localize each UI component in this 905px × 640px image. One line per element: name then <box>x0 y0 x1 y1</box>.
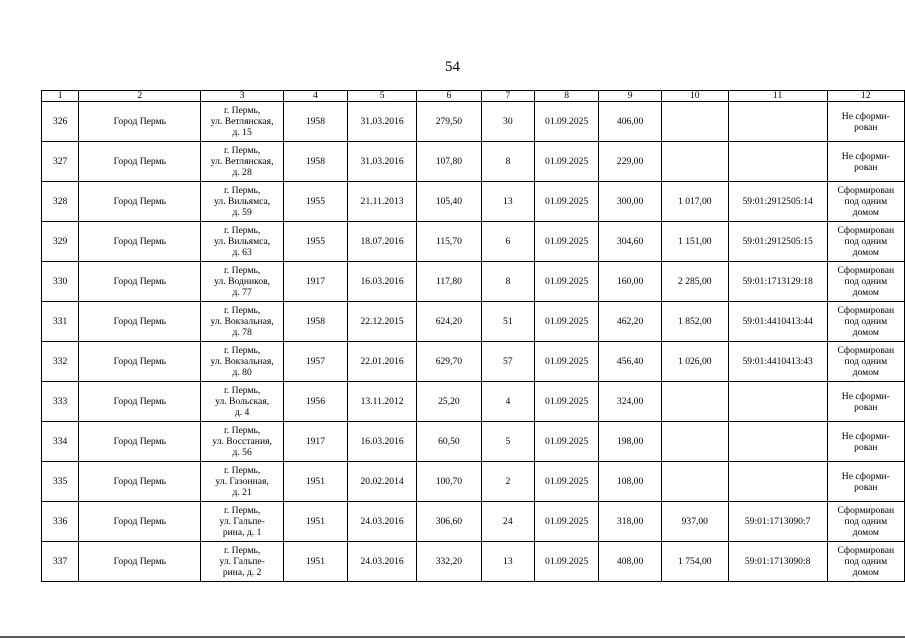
address-cell-line: д. 78 <box>232 327 252 338</box>
land-area-cell <box>661 142 728 182</box>
land-status-cell <box>827 502 904 542</box>
land-status-cell-line: домом <box>852 207 879 218</box>
municipality-cell: Город Пермь <box>79 262 201 302</box>
land-status-cell-line: Не сформи- <box>841 470 890 482</box>
table-row <box>42 542 905 582</box>
land-area-cell: 1 026,00 <box>661 342 728 382</box>
recognition-date-cell: 18.07.2016 <box>348 222 417 262</box>
address-cell <box>201 542 283 582</box>
cost-cell: 406,00 <box>599 102 662 142</box>
municipality-cell: Город Пермь <box>79 222 201 262</box>
municipality-cell: Город Пермь <box>79 342 201 382</box>
land-status-cell-line: рован <box>854 441 878 453</box>
row-number-cell: 336 <box>42 502 79 542</box>
land-status-cell-line: под одним <box>844 236 888 247</box>
recognition-date-cell: 22.12.2015 <box>348 302 417 342</box>
address-cell-line: д. 21 <box>232 487 252 498</box>
table-row <box>42 422 905 462</box>
row-number-cell: 333 <box>42 382 79 422</box>
land-status-cell-line: домом <box>852 247 879 258</box>
cadastral-number-cell: 59:01:4410413:43 <box>728 342 827 382</box>
cadastral-number-cell <box>728 382 827 422</box>
land-status-cell-line: под одним <box>844 556 888 567</box>
residents-cell: 24 <box>481 502 534 542</box>
column-header: 3 <box>201 91 283 102</box>
area-cell: 332,20 <box>417 542 482 582</box>
table-row <box>42 382 905 422</box>
build-year-cell: 1958 <box>283 102 347 142</box>
address-cell-line: д. 59 <box>232 207 252 218</box>
land-status-cell-line: Сформирован <box>837 305 895 316</box>
municipality-cell: Город Пермь <box>79 462 201 502</box>
recognition-date-cell: 24.03.2016 <box>348 502 417 542</box>
address-cell-line: г. Пермь, <box>223 185 261 196</box>
address-cell-line: д. 15 <box>232 127 252 138</box>
relocation-deadline-cell: 01.09.2025 <box>535 102 599 142</box>
land-status-cell <box>827 462 904 502</box>
municipality-cell: Город Пермь <box>79 142 201 182</box>
land-status-cell <box>827 262 904 302</box>
land-status-cell-line: под одним <box>844 276 888 287</box>
build-year-cell: 1917 <box>283 422 347 462</box>
cadastral-number-cell: 59:01:4410413:44 <box>728 302 827 342</box>
address-cell-line: ул. Вильямса, <box>214 236 271 247</box>
land-status-cell-line: под одним <box>844 516 888 527</box>
address-cell <box>201 382 283 422</box>
land-status-cell-line: домом <box>852 367 879 378</box>
land-status-cell-line: домом <box>852 287 879 298</box>
land-status-cell <box>827 302 904 342</box>
municipality-cell: Город Пермь <box>79 102 201 142</box>
address-cell-line: ул. Вокзальная, <box>210 356 274 367</box>
land-area-cell <box>661 462 728 502</box>
relocation-deadline-cell: 01.09.2025 <box>535 542 599 582</box>
relocation-deadline-cell: 01.09.2025 <box>535 302 599 342</box>
build-year-cell: 1955 <box>283 182 347 222</box>
address-cell-line: г. Пермь, <box>223 425 261 436</box>
address-cell-line: г. Пермь, <box>223 105 261 116</box>
cost-cell: 108,00 <box>599 462 662 502</box>
land-area-cell: 1 852,00 <box>661 302 728 342</box>
address-cell-line: г. Пермь, <box>223 345 261 356</box>
area-cell: 115,70 <box>417 222 482 262</box>
residents-cell: 6 <box>481 222 534 262</box>
residents-cell: 5 <box>481 422 534 462</box>
address-cell <box>201 142 283 182</box>
build-year-cell: 1955 <box>283 222 347 262</box>
land-status-cell-line: под одним <box>844 356 888 367</box>
address-cell <box>201 102 283 142</box>
column-header: 4 <box>283 91 347 102</box>
table-row <box>42 502 905 542</box>
cost-cell: 456,40 <box>599 342 662 382</box>
recognition-date-cell: 31.03.2016 <box>348 142 417 182</box>
address-cell-line: ул. Вольская, <box>215 396 270 407</box>
cost-cell: 318,00 <box>599 502 662 542</box>
land-status-cell <box>827 182 904 222</box>
relocation-deadline-cell: 01.09.2025 <box>535 382 599 422</box>
address-cell-line: рина, д. 2 <box>222 567 262 578</box>
relocation-deadline-cell: 01.09.2025 <box>535 342 599 382</box>
recognition-date-cell: 24.03.2016 <box>348 542 417 582</box>
address-cell-line: д. 77 <box>232 287 252 298</box>
row-number-cell: 330 <box>42 262 79 302</box>
address-cell <box>201 422 283 462</box>
land-status-cell-line: Сформирован <box>837 545 895 556</box>
build-year-cell: 1951 <box>283 502 347 542</box>
column-header: 5 <box>348 91 417 102</box>
build-year-cell: 1958 <box>283 142 347 182</box>
municipality-cell: Город Пермь <box>79 382 201 422</box>
cost-cell: 324,00 <box>599 382 662 422</box>
address-cell-line: г. Пермь, <box>223 385 261 396</box>
cadastral-number-cell <box>728 422 827 462</box>
land-status-cell-line: Не сформи- <box>841 150 890 162</box>
address-cell <box>201 182 283 222</box>
address-cell <box>201 302 283 342</box>
land-status-cell <box>827 542 904 582</box>
recognition-date-cell: 13.11.2012 <box>348 382 417 422</box>
address-cell <box>201 262 283 302</box>
municipality-cell: Город Пермь <box>79 422 201 462</box>
address-cell-line: ул. Гальпе- <box>219 516 265 527</box>
table-row <box>42 342 905 382</box>
row-number-cell: 337 <box>42 542 79 582</box>
land-status-cell-line: Сформирован <box>837 185 895 196</box>
land-area-cell: 937,00 <box>661 502 728 542</box>
table-body <box>42 102 905 582</box>
recognition-date-cell: 16.03.2016 <box>348 262 417 302</box>
municipality-cell: Город Пермь <box>79 502 201 542</box>
row-number-cell: 332 <box>42 342 79 382</box>
column-header: 12 <box>827 91 904 102</box>
residents-cell: 13 <box>481 182 534 222</box>
area-cell: 629,70 <box>417 342 482 382</box>
land-status-cell <box>827 102 904 142</box>
land-area-cell <box>661 422 728 462</box>
area-cell: 117,80 <box>417 262 482 302</box>
area-cell: 25,20 <box>417 382 482 422</box>
address-cell-line: рина, д. 1 <box>222 527 262 538</box>
address-cell <box>201 462 283 502</box>
land-status-cell-line: домом <box>852 327 879 338</box>
land-area-cell <box>661 102 728 142</box>
address-cell-line: г. Пермь, <box>223 465 261 476</box>
relocation-deadline-cell: 01.09.2025 <box>535 262 599 302</box>
area-cell: 306,60 <box>417 502 482 542</box>
cost-cell: 462,20 <box>599 302 662 342</box>
cadastral-number-cell: 59:01:2912505:15 <box>728 222 827 262</box>
build-year-cell: 1957 <box>283 342 347 382</box>
land-area-cell: 1 017,00 <box>661 182 728 222</box>
row-number-cell: 331 <box>42 302 79 342</box>
address-cell-line: г. Пермь, <box>223 145 261 156</box>
address-cell-line: г. Пермь, <box>223 305 261 316</box>
land-status-cell <box>827 142 904 182</box>
build-year-cell: 1951 <box>283 462 347 502</box>
address-cell-line: г. Пермь, <box>223 545 261 556</box>
cost-cell: 408,00 <box>599 542 662 582</box>
relocation-deadline-cell: 01.09.2025 <box>535 182 599 222</box>
land-status-cell-line: Сформирован <box>837 225 895 236</box>
land-status-cell-line: Сформирован <box>837 505 895 516</box>
table-row <box>42 142 905 182</box>
column-header: 8 <box>535 91 599 102</box>
land-area-cell <box>661 382 728 422</box>
land-area-cell: 2 285,00 <box>661 262 728 302</box>
relocation-deadline-cell: 01.09.2025 <box>535 422 599 462</box>
cost-cell: 300,00 <box>599 182 662 222</box>
land-status-cell-line: под одним <box>844 196 888 207</box>
address-cell-line: г. Пермь, <box>223 265 261 276</box>
land-status-cell <box>827 382 904 422</box>
area-cell: 624,20 <box>417 302 482 342</box>
column-header: 6 <box>417 91 482 102</box>
land-status-cell <box>827 222 904 262</box>
area-cell: 60,50 <box>417 422 482 462</box>
recognition-date-cell: 16.03.2016 <box>348 422 417 462</box>
row-number-cell: 328 <box>42 182 79 222</box>
column-header: 9 <box>599 91 662 102</box>
table-row <box>42 302 905 342</box>
table-row <box>42 182 905 222</box>
row-number-cell: 329 <box>42 222 79 262</box>
build-year-cell: 1951 <box>283 542 347 582</box>
address-cell-line: ул. Водников, <box>214 276 271 287</box>
land-status-cell-line: Сформирован <box>837 345 895 356</box>
cost-cell: 160,00 <box>599 262 662 302</box>
table-row <box>42 222 905 262</box>
column-header: 2 <box>79 91 201 102</box>
area-cell: 279,50 <box>417 102 482 142</box>
land-status-cell <box>827 342 904 382</box>
table-row <box>42 262 905 302</box>
row-number-cell: 335 <box>42 462 79 502</box>
address-cell-line: д. 28 <box>232 167 252 178</box>
build-year-cell: 1958 <box>283 302 347 342</box>
residents-cell: 57 <box>481 342 534 382</box>
address-cell-line: г. Пермь, <box>223 505 261 516</box>
address-cell-line: г. Пермь, <box>223 225 261 236</box>
row-number-cell: 327 <box>42 142 79 182</box>
municipality-cell: Город Пермь <box>79 302 201 342</box>
address-cell-line: ул. Гальпе- <box>219 556 265 567</box>
column-header: 10 <box>661 91 728 102</box>
land-status-cell-line: рован <box>854 401 878 413</box>
page-bottom-edge <box>0 636 905 638</box>
column-header: 1 <box>42 91 79 102</box>
municipality-cell: Город Пермь <box>79 542 201 582</box>
column-header: 11 <box>728 91 827 102</box>
address-cell-line: д. 4 <box>234 407 250 418</box>
land-area-cell: 1 151,00 <box>661 222 728 262</box>
address-cell-line: ул. Ветлянская, <box>210 116 274 127</box>
cadastral-number-cell: 59:01:1713090:8 <box>728 542 827 582</box>
residents-cell: 51 <box>481 302 534 342</box>
land-status-cell-line: домом <box>852 567 879 578</box>
land-status-cell-line: рован <box>854 121 878 133</box>
residents-cell: 4 <box>481 382 534 422</box>
build-year-cell: 1956 <box>283 382 347 422</box>
cost-cell: 229,00 <box>599 142 662 182</box>
address-cell <box>201 342 283 382</box>
recognition-date-cell: 20.02.2014 <box>348 462 417 502</box>
cadastral-number-cell: 59:01:1713090:7 <box>728 502 827 542</box>
cost-cell: 304,60 <box>599 222 662 262</box>
cadastral-number-cell: 59:01:2912505:14 <box>728 182 827 222</box>
address-cell-line: ул. Вокзальная, <box>210 316 274 327</box>
land-status-cell-line: рован <box>854 481 878 493</box>
address-cell-line: д. 56 <box>232 447 252 458</box>
address-cell-line: ул. Вильямса, <box>214 196 271 207</box>
recognition-date-cell: 22.01.2016 <box>348 342 417 382</box>
address-cell-line: д. 80 <box>232 367 252 378</box>
land-status-cell <box>827 422 904 462</box>
area-cell: 105,40 <box>417 182 482 222</box>
column-header: 7 <box>481 91 534 102</box>
table-row <box>42 462 905 502</box>
area-cell: 107,80 <box>417 142 482 182</box>
build-year-cell: 1917 <box>283 262 347 302</box>
land-status-cell-line: Сформирован <box>837 265 895 276</box>
address-cell-line: д. 63 <box>232 247 252 258</box>
municipality-cell: Город Пермь <box>79 182 201 222</box>
cadastral-number-cell <box>728 462 827 502</box>
relocation-deadline-cell: 01.09.2025 <box>535 502 599 542</box>
cadastral-number-cell: 59:01:1713129:18 <box>728 262 827 302</box>
page-number: 54 <box>445 59 460 75</box>
land-status-cell-line: домом <box>852 527 879 538</box>
residents-cell: 8 <box>481 262 534 302</box>
column-number-row <box>42 91 905 102</box>
land-status-cell-line: Не сформи- <box>841 430 890 442</box>
land-status-cell-line: Не сформи- <box>841 390 890 402</box>
relocation-deadline-cell: 01.09.2025 <box>535 222 599 262</box>
address-cell <box>201 222 283 262</box>
address-cell-line: ул. Восстания, <box>212 436 272 447</box>
residents-cell: 30 <box>481 102 534 142</box>
recognition-date-cell: 21.11.2013 <box>348 182 417 222</box>
cadastral-number-cell <box>728 142 827 182</box>
relocation-deadline-cell: 01.09.2025 <box>535 142 599 182</box>
recognition-date-cell: 31.03.2016 <box>348 102 417 142</box>
table-row <box>42 102 905 142</box>
residents-cell: 8 <box>481 142 534 182</box>
row-number-cell: 334 <box>42 422 79 462</box>
residents-cell: 13 <box>481 542 534 582</box>
address-cell <box>201 502 283 542</box>
residents-cell: 2 <box>481 462 534 502</box>
address-cell-line: ул. Газонная, <box>215 476 269 487</box>
address-cell-line: ул. Ветлянская, <box>210 156 274 167</box>
land-status-cell-line: рован <box>854 161 878 173</box>
land-area-cell: 1 754,00 <box>661 542 728 582</box>
housing-registry-table <box>41 90 905 582</box>
row-number-cell: 326 <box>42 102 79 142</box>
relocation-deadline-cell: 01.09.2025 <box>535 462 599 502</box>
land-status-cell-line: под одним <box>844 316 888 327</box>
land-status-cell-line: Не сформи- <box>841 110 890 122</box>
cadastral-number-cell <box>728 102 827 142</box>
area-cell: 100,70 <box>417 462 482 502</box>
cost-cell: 198,00 <box>599 422 662 462</box>
